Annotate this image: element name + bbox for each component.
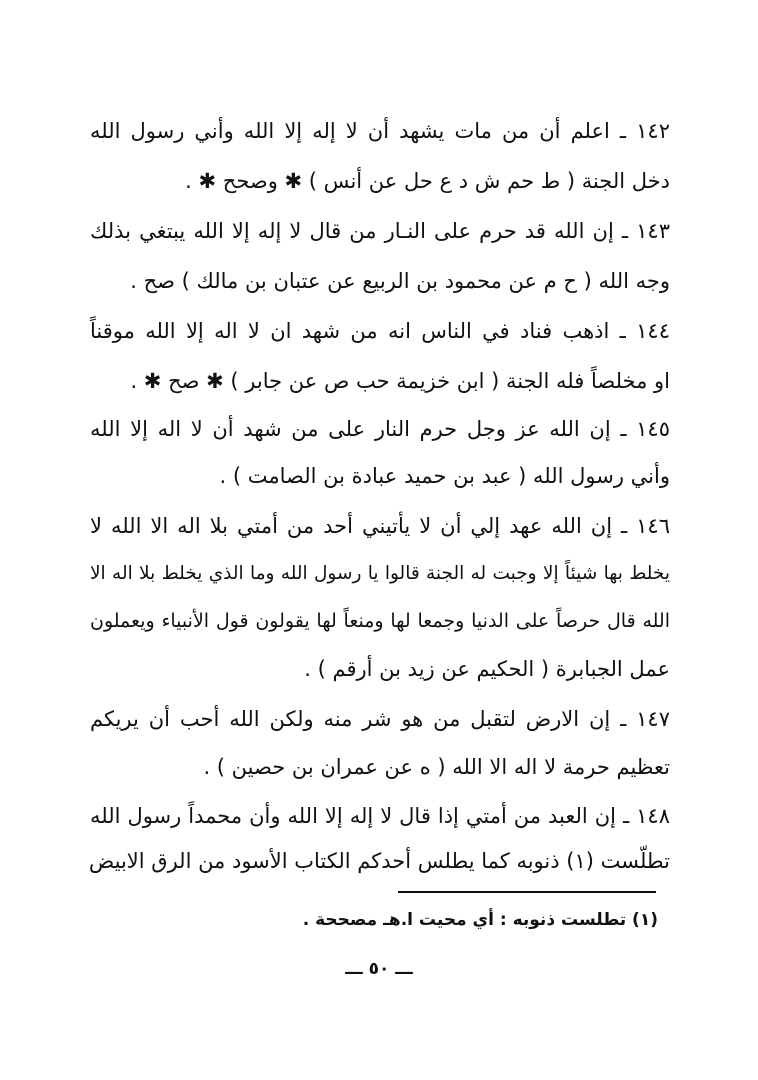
hadith-148-line-2: تطلّست (١) ذنوبه كما يطلس أحدكم الكتاب الأسود من الرق الابيض xyxy=(88,849,670,873)
page-number: ـــ ٥٠ ـــ xyxy=(345,959,413,979)
hadith-146-line-1: ١٤٦ ـ إن الله عهد إلي أن لا يأتيني أحد من أمتي بلا اله الا الله لا xyxy=(90,514,670,538)
hadith-143-line-2: وجه الله ( ح م عن محمود بن الربيع عن عتبان بن مالك ) صح . xyxy=(130,269,670,293)
hadith-147-line-1: ١٤٧ ـ إن الارض لتقبل من هو شر منه ولكن الله أحب أن يريكم xyxy=(90,707,670,731)
hadith-148-line-1: ١٤٨ ـ إن العبد من أمتي إذا قال لا إله إلا الله وأن محمداً رسول الله xyxy=(90,804,670,828)
hadith-147-line-2: تعظيم حرمة لا اله الا الله ( ه عن عمران بن حصين ) . xyxy=(203,755,670,779)
hadith-145-line-2: وأني رسول الله ( عبد بن حميد عبادة بن الصامت ) . xyxy=(219,464,670,488)
hadith-144-line-1: ١٤٤ ـ اذهب فناد في الناس انه من شهد ان لا اله إلا الله موقناً xyxy=(90,319,670,343)
hadith-146-line-3: الله قال حرصاً على الدنيا وجمعا لها ومنعاً لها يقولون قول الأنبياء ويعملون xyxy=(90,610,670,632)
hadith-144-line-2: او مخلصاً فله الجنة ( ابن خزيمة حب ص عن جابر ) ✱ صح ✱ . xyxy=(130,369,670,393)
hadith-146-line-2: يخلط بها شيئاً إلا وجبت له الجنة قالوا يا رسول الله وما الذي يخلط بلا اله الا xyxy=(90,563,670,584)
hadith-142-line-2: دخل الجنة ( ط حم ش د ع حل عن أنس ) ✱ وصحح ✱ . xyxy=(185,169,670,193)
hadith-142-line-1: ١٤٢ ـ اعلم أن من مات يشهد أن لا إله إلا الله وأني رسول الله xyxy=(90,119,670,143)
footnote: (١) تطلست ذنوبه : أي محيت ا.هـ مصححة . xyxy=(302,910,658,930)
footnote-divider xyxy=(398,891,656,893)
hadith-145-line-1: ١٤٥ ـ إن الله عز وجل حرم النار على من شهد أن لا اله إلا الله xyxy=(90,417,670,441)
hadith-146-line-4: عمل الجبابرة ( الحكيم عن زيد بن أرقم ) . xyxy=(304,657,670,681)
hadith-143-line-1: ١٤٣ ـ إن الله قد حرم على النـار من قال لا إله إلا الله يبتغي بذلك xyxy=(90,219,670,243)
